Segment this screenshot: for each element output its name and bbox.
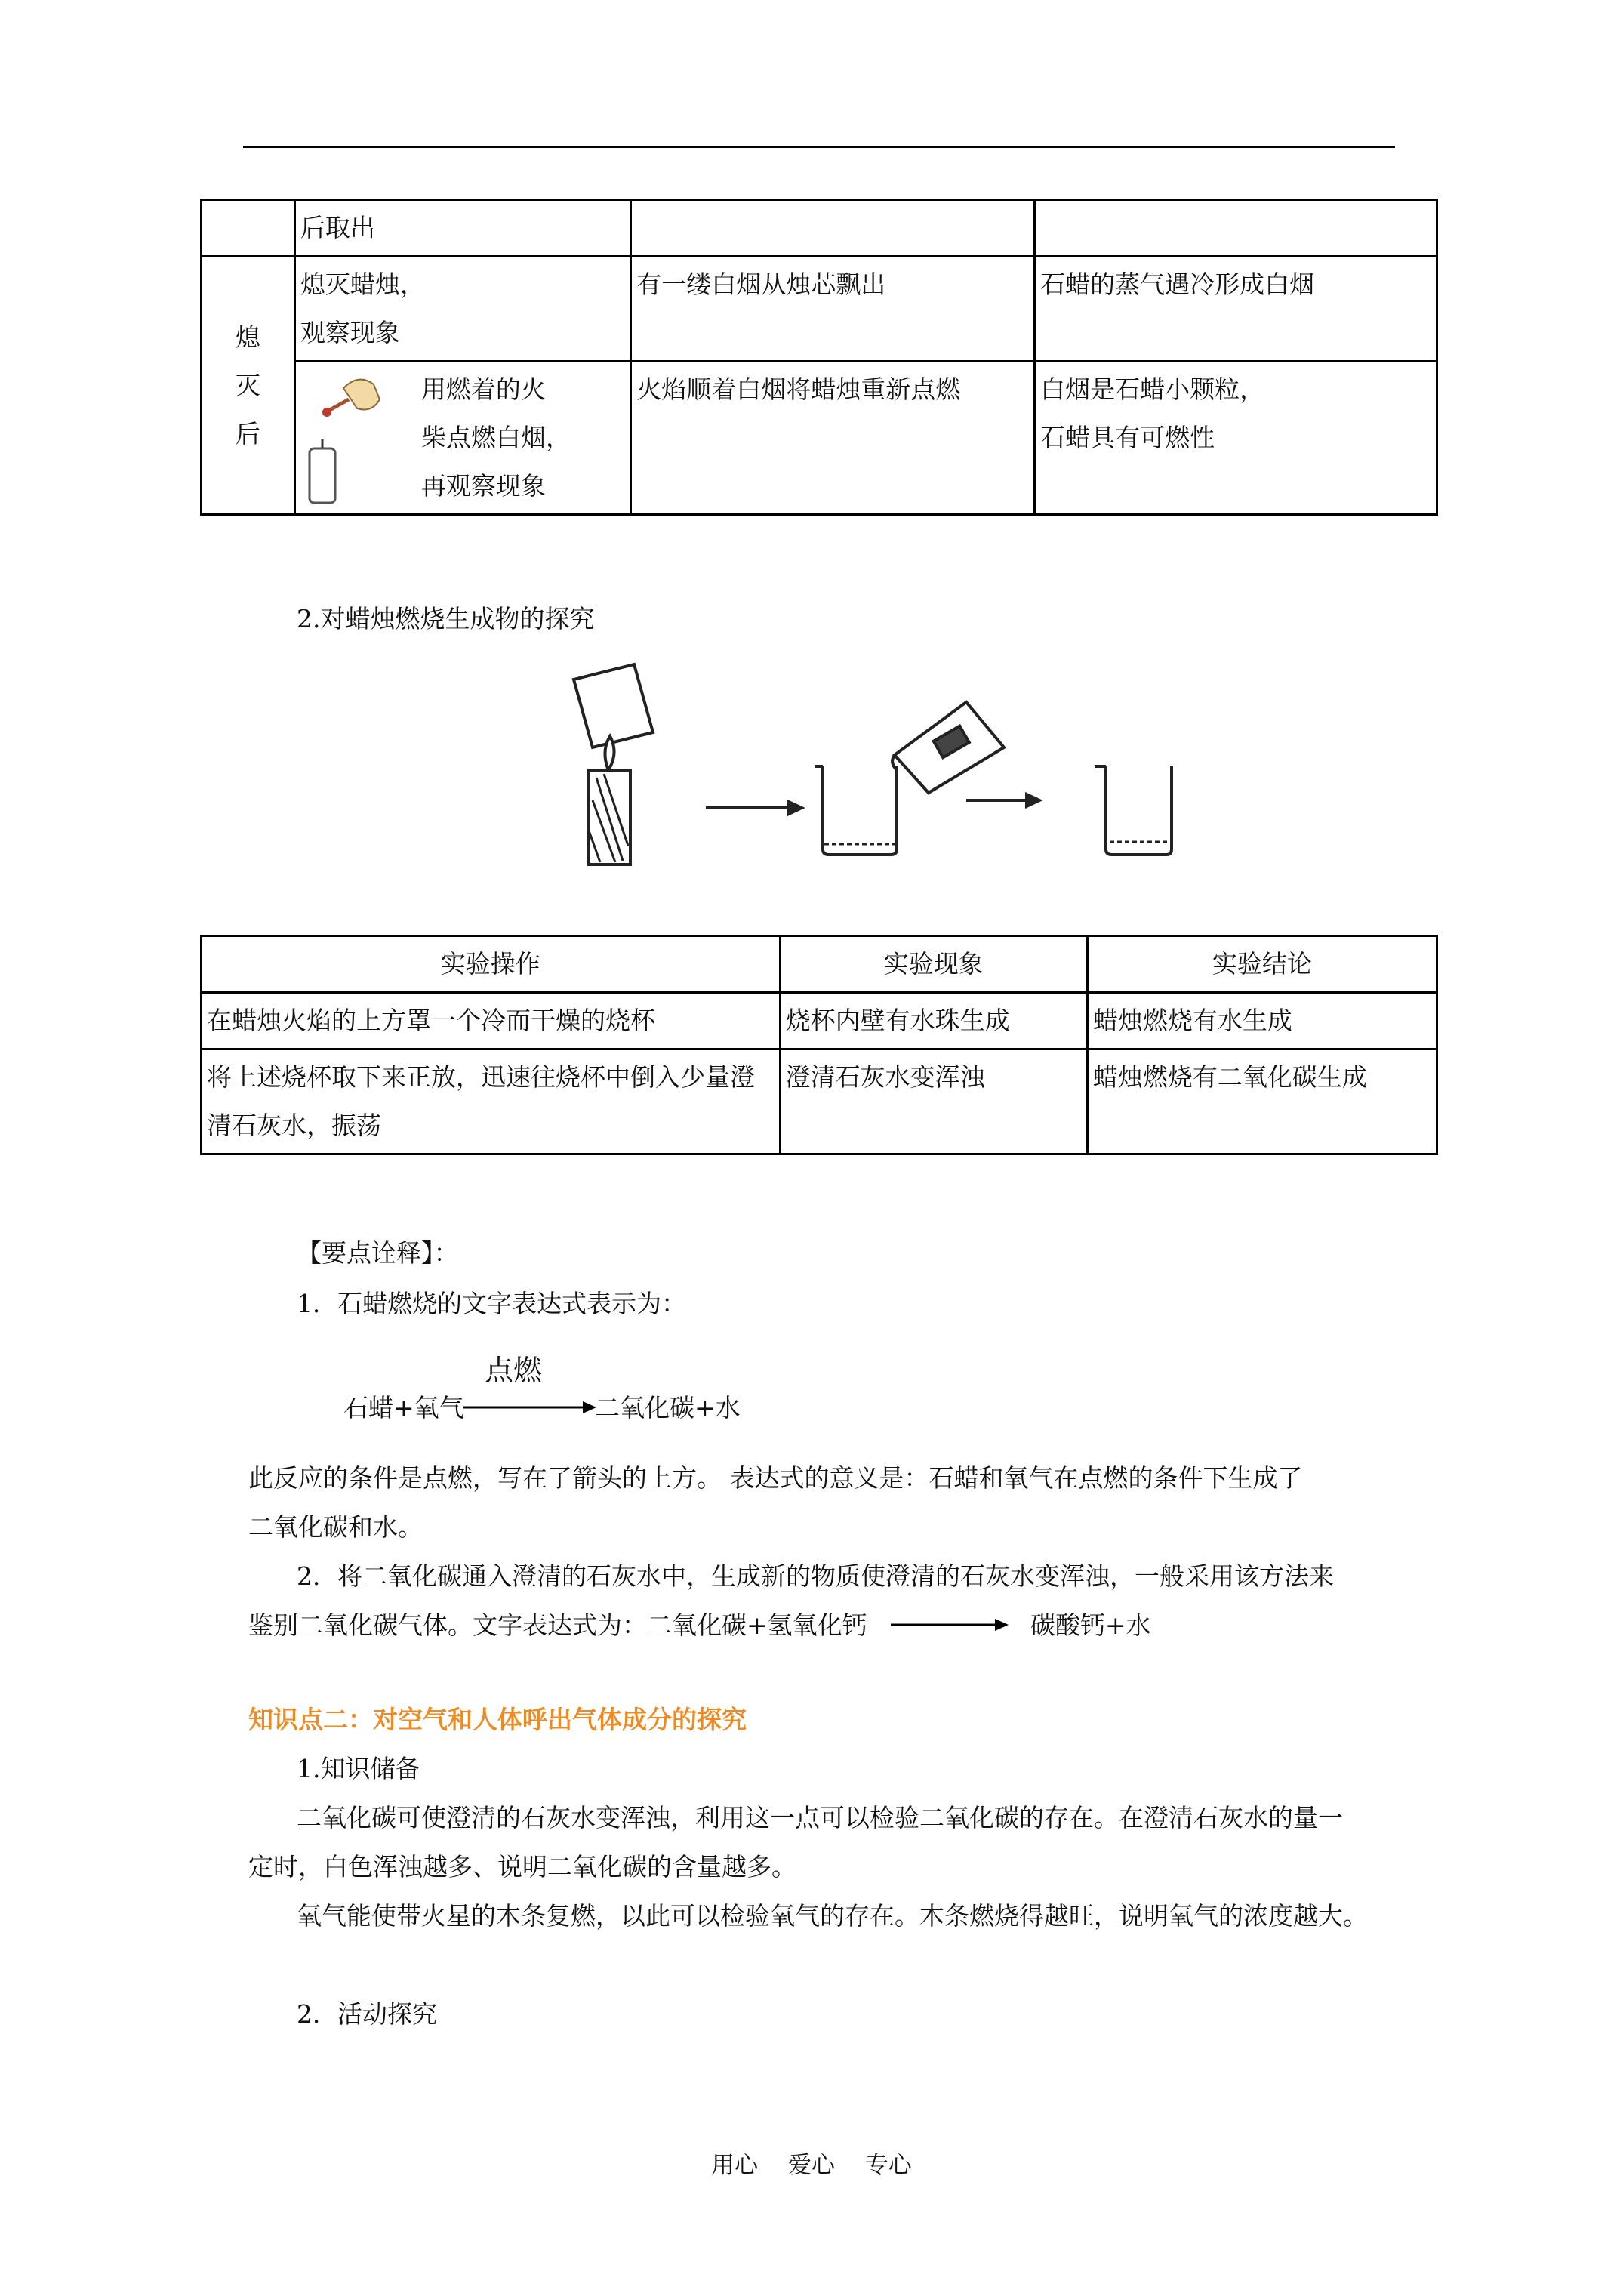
- match-candle-illustration: [302, 365, 415, 509]
- cell-phenomenon: 火焰顺着白烟将蜡烛重新点燃: [631, 362, 1035, 515]
- header-phenomenon: 实验现象: [780, 936, 1087, 993]
- table-row: [202, 936, 1437, 993]
- arrow-icon: [966, 794, 1039, 806]
- inverted-beaker-icon: [574, 664, 653, 747]
- page-footer: 用心 爱心 专心: [711, 2152, 912, 2179]
- paragraph: 氧气能使带火星的木条复燃，以此可以检验氧气的存在。木条燃烧得越旺，说明氧气的浓度越大。: [297, 1901, 1368, 1931]
- cell-op: 后取出: [294, 200, 630, 257]
- beaker-pour-icon: [815, 702, 1004, 855]
- table-row: [202, 257, 1437, 362]
- table-row: [202, 1049, 1437, 1154]
- paragraph-cont: 定时，白色浑浊越多、说明二氧化碳的含量越多。: [248, 1852, 796, 1881]
- paragraph: 二氧化碳可使澄清的石灰水变浑浊，利用这一点可以检验二氧化碳的存在。在澄清石灰水的量一: [297, 1803, 1343, 1832]
- cell-phenomenon: [631, 200, 1035, 257]
- cell-op: 用燃着的火 柴点燃白烟， 再观察现象: [294, 362, 630, 515]
- arrow-icon: [706, 802, 802, 814]
- table-products: [200, 935, 1438, 1155]
- header-op: 实验操作: [202, 936, 781, 993]
- key-point-2: 2．将二氧化碳通入澄清的石灰水中，生成新的物质使澄清的石灰水变浑浊，一般采用该方法来: [297, 1561, 1334, 1591]
- cell-op: 将上述烧杯取下来正放，迅速往烧杯中倒入少量澄 清石灰水，振荡: [202, 1049, 781, 1154]
- beaker-icon: [1095, 766, 1172, 855]
- key-point-1-explain-cont: 二氧化碳和水。: [248, 1512, 423, 1542]
- cell-phenomenon: 有一缕白烟从烛芯飘出: [631, 257, 1035, 362]
- subsection-title: 1.知识储备: [297, 1754, 420, 1783]
- equation-left: 石蜡+氧气: [343, 1393, 464, 1422]
- key-point-1-explain: 此反应的条件是点燃，写在了箭头的上方。 表达式的意义是：石蜡和氧气在点燃的条件下生成了: [248, 1463, 1303, 1493]
- key-point-2-cont: 鉴别二氧化碳气体。文字表达式为：二氧化碳+氢氧化钙: [248, 1610, 867, 1640]
- section-heading: 知识点二：对空气和人体呼出气体成分的探究: [248, 1705, 747, 1734]
- cell-conclusion: [1035, 200, 1437, 257]
- equation-condition: 点燃: [485, 1354, 543, 1387]
- key-points-title: 【要点诠释】：: [297, 1238, 459, 1268]
- cell-phenomenon: 烧杯内壁有水珠生成: [780, 993, 1087, 1049]
- cell-op: 在蜡烛火焰的上方罩一个冷而干燥的烧杯: [202, 993, 781, 1049]
- equation-right: 二氧化碳+水: [595, 1393, 741, 1422]
- experiment-illustration: [559, 657, 1178, 876]
- cell-conclusion: 蜡烛燃烧有二氧化碳生成: [1087, 1049, 1437, 1154]
- cell-conclusion: 蜡烛燃烧有水生成: [1087, 993, 1437, 1049]
- cell-op: 熄灭蜡烛， 观察现象: [294, 257, 630, 362]
- table-candle-extinguish: [200, 199, 1438, 516]
- table-row: [202, 362, 1437, 515]
- candle-icon: [589, 736, 630, 864]
- header-rule: [243, 146, 1395, 148]
- section2-title: 2.对蜡烛燃烧生成物的探究: [297, 604, 595, 633]
- subsection-title: 2．活动探究: [297, 1999, 437, 2029]
- cell-conclusion: 石蜡的蒸气遇冷形成白烟: [1035, 257, 1437, 362]
- key-point-2-eq-right: 碳酸钙+水: [1030, 1610, 1151, 1640]
- arrow-icon: [889, 1616, 1010, 1634]
- section-label: 熄 灭 后: [202, 257, 295, 515]
- cell-phenomenon: 澄清石灰水变浑浊: [780, 1049, 1087, 1154]
- table-row: [202, 993, 1437, 1049]
- key-point-1: 1．石蜡燃烧的文字表达式表示为：: [297, 1289, 686, 1318]
- cell-conclusion: 白烟是石蜡小颗粒， 石蜡具有可燃性: [1035, 362, 1437, 515]
- arrow-icon: [462, 1398, 598, 1416]
- table-row: [202, 200, 1437, 257]
- header-conclusion: 实验结论: [1087, 936, 1437, 993]
